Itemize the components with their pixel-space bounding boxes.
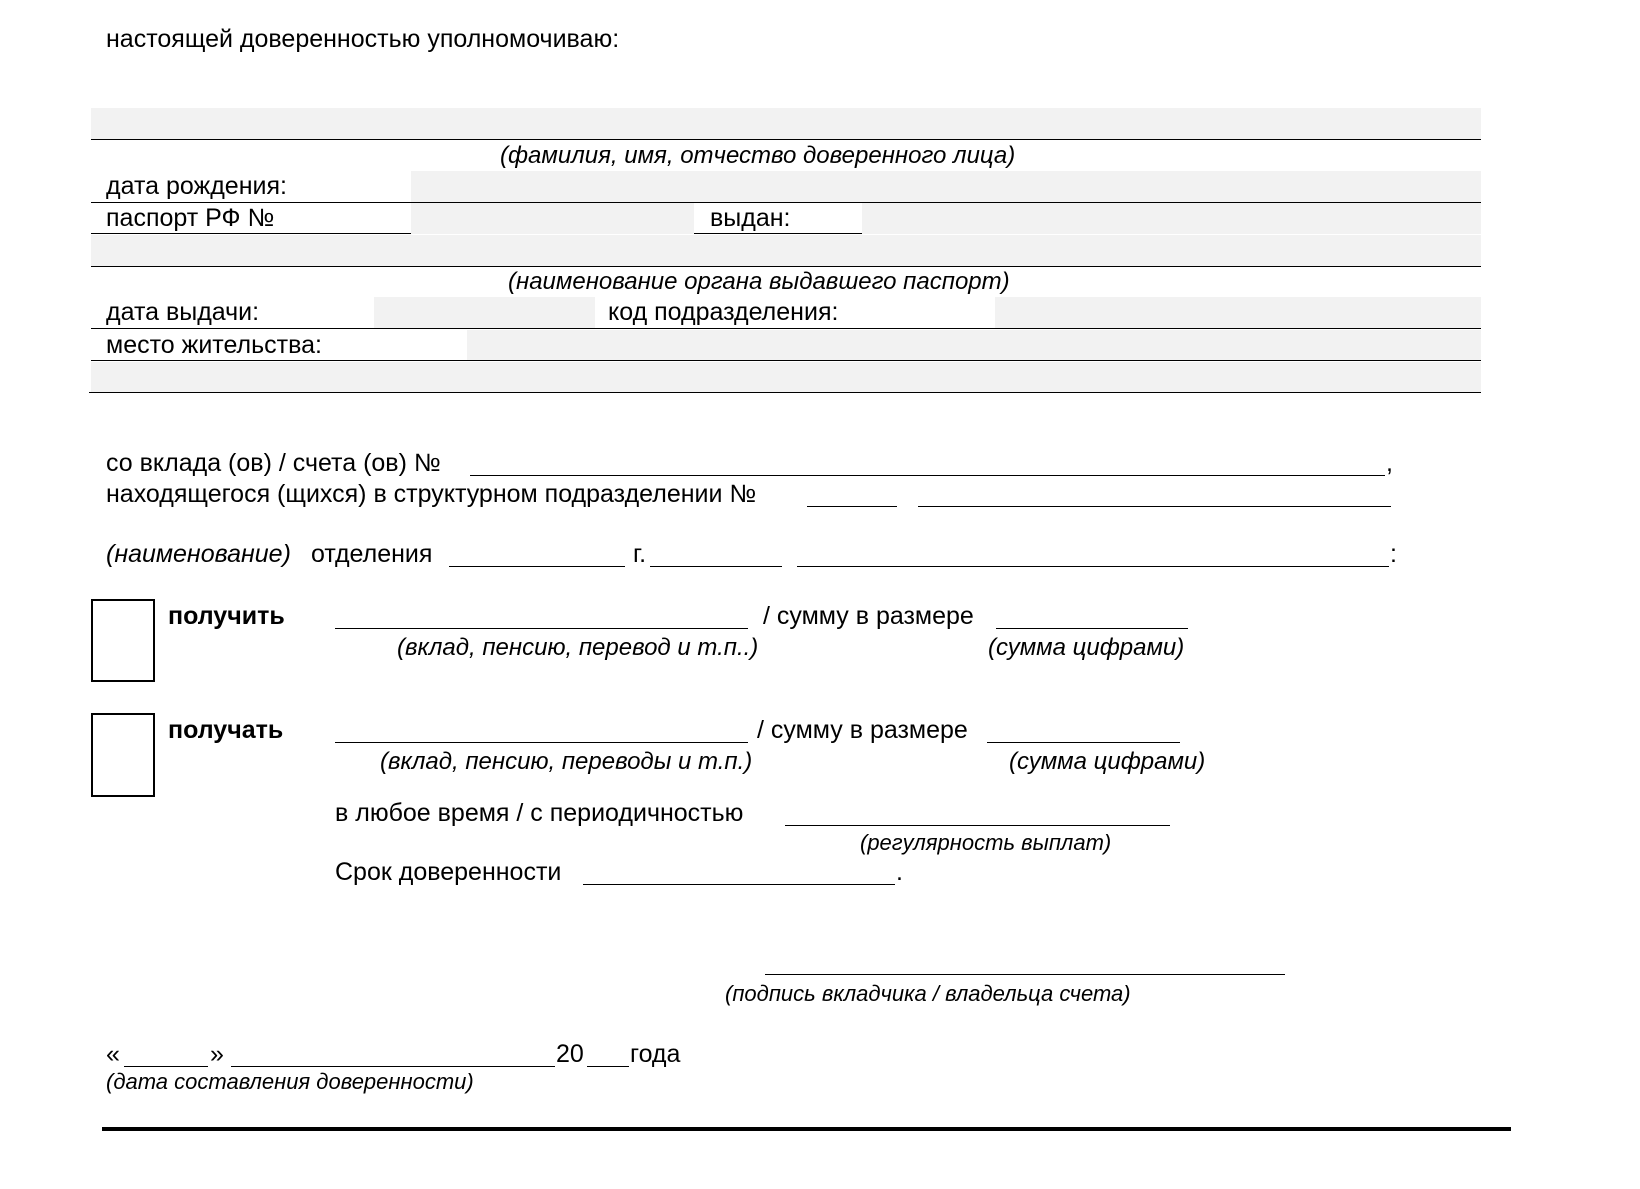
- date-month-line[interactable]: [231, 1066, 555, 1067]
- comma: ,: [1386, 449, 1393, 477]
- divider: [91, 360, 1481, 361]
- receive-regular-label: получать: [168, 716, 284, 744]
- date-year-line[interactable]: [587, 1066, 629, 1067]
- branch-name-line[interactable]: [918, 506, 1391, 507]
- term-period: .: [896, 858, 903, 886]
- deposit-label: со вклада (ов) / счета (ов) №: [106, 449, 441, 477]
- branch-number-line[interactable]: [807, 506, 897, 507]
- date-close-quote: »: [210, 1040, 224, 1068]
- divider: [91, 266, 1481, 267]
- receive-regular-amount-line[interactable]: [987, 742, 1180, 743]
- divider: [89, 392, 1481, 393]
- trustee-name-field[interactable]: [91, 108, 1481, 139]
- deposit-number-line[interactable]: [470, 475, 1385, 476]
- receive-regular-amount-label: / сумму в размере: [757, 716, 968, 744]
- issue-date-field[interactable]: [374, 297, 595, 328]
- division-code-field[interactable]: [995, 297, 1481, 328]
- receive-regular-checkbox[interactable]: [91, 713, 155, 797]
- date-open-quote: «: [106, 1040, 120, 1068]
- receive-once-label: получить: [168, 602, 285, 630]
- date-day-line[interactable]: [124, 1066, 208, 1067]
- trustee-name-caption: (фамилия, имя, отчество доверенного лица): [500, 142, 1016, 169]
- term-line[interactable]: [583, 884, 895, 885]
- receive-regular-sum-caption: (сумма цифрами): [1009, 748, 1206, 775]
- term-label: Срок доверенности: [335, 858, 562, 886]
- signature-line[interactable]: [765, 974, 1285, 975]
- divider: [91, 328, 1481, 329]
- date-caption: (дата составления доверенности): [106, 1069, 474, 1094]
- divider: [91, 139, 1481, 140]
- branch-label: находящегося (щихся) в структурном подразделении №: [106, 480, 757, 508]
- division-code-label: код подразделения:: [608, 298, 839, 326]
- receive-once-sum-caption: (сумма цифрами): [988, 634, 1185, 661]
- department-line[interactable]: [449, 566, 625, 567]
- residence-label: место жительства:: [106, 331, 322, 359]
- receive-once-amount-line[interactable]: [996, 628, 1188, 629]
- divider: [694, 233, 862, 234]
- issued-label: выдан:: [710, 204, 791, 232]
- receive-once-amount-label: / сумму в размере: [763, 602, 974, 630]
- residence-field[interactable]: [467, 330, 1481, 360]
- passport-label: паспорт РФ №: [106, 204, 275, 232]
- bottom-rule: [102, 1127, 1511, 1131]
- receive-regular-what-caption: (вклад, пенсию, переводы и т.п.): [380, 748, 753, 775]
- name-italic-label: (наименование): [106, 540, 291, 568]
- issuer-caption: (наименование органа выдавшего паспорт): [508, 268, 1010, 295]
- department-label: отделения: [311, 540, 433, 568]
- receive-once-checkbox[interactable]: [91, 599, 155, 682]
- divider: [91, 233, 411, 234]
- passport-number-field[interactable]: [411, 203, 694, 234]
- issuer-field[interactable]: [91, 235, 1481, 266]
- periodicity-caption: (регулярность выплат): [860, 830, 1112, 855]
- date-year-prefix: 20: [556, 1040, 584, 1068]
- birth-date-label: дата рождения:: [106, 172, 287, 200]
- periodicity-label: в любое время / с периодичностью: [335, 799, 744, 827]
- city-name-line[interactable]: [797, 566, 1389, 567]
- periodicity-line[interactable]: [785, 825, 1170, 826]
- colon: :: [1390, 540, 1397, 568]
- receive-regular-what-line[interactable]: [335, 742, 748, 743]
- residence-field-line2[interactable]: [91, 362, 1481, 392]
- city-label: г.: [633, 540, 647, 568]
- receive-once-what-caption: (вклад, пенсию, перевод и т.п..): [397, 634, 759, 661]
- signature-caption: (подпись вкладчика / владельца счета): [725, 981, 1131, 1006]
- birth-date-field[interactable]: [411, 171, 1481, 202]
- city-line[interactable]: [650, 566, 782, 567]
- date-year-suffix: года: [630, 1040, 681, 1068]
- issued-field[interactable]: [862, 203, 1481, 234]
- intro-text: настоящей доверенностью уполномочиваю:: [106, 25, 620, 53]
- issue-date-label: дата выдачи:: [106, 298, 260, 326]
- receive-once-what-line[interactable]: [335, 628, 748, 629]
